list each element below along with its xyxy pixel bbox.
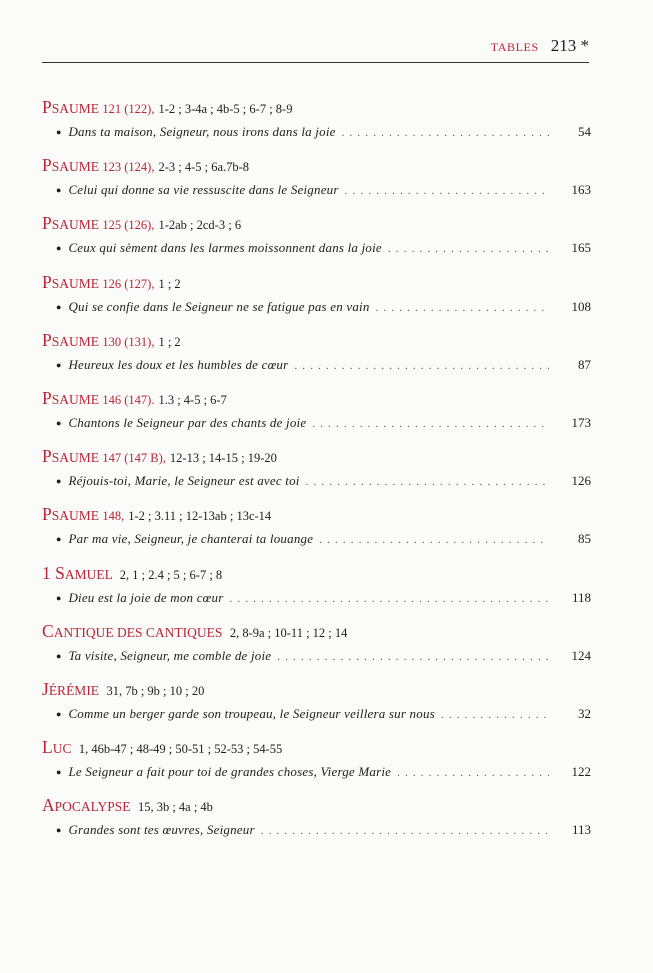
entry-page: 54 (578, 124, 591, 139)
book-rest: SAUME (51, 391, 99, 407)
book-name (42, 620, 223, 641)
entry-heading (42, 679, 589, 701)
book-rest: ÉRÉMIE (48, 682, 100, 698)
verse-ref: 1, 46b-47 ; 48-49 ; 50-51 ; 52-53 ; 54-55 (78, 742, 283, 757)
book-rest: SAUME (51, 275, 99, 291)
verse-ref: 2-3 ; 4-5 ; 6a.7b-8 (158, 160, 250, 175)
book-name (42, 562, 113, 583)
entry-heading (42, 795, 589, 817)
book-name (42, 155, 99, 176)
dot-leader (261, 825, 549, 837)
index-entry (42, 213, 589, 271)
entry-heading (42, 446, 589, 468)
chapter-ref: 121 (122), (102, 102, 155, 116)
dot-leader (345, 185, 549, 197)
verse-ref: 1 ; 2 (158, 334, 181, 349)
verse-ref: 2, 1 ; 2.4 ; 5 ; 6-7 ; 8 (119, 567, 223, 582)
verse-ref: 1 ; 2 (158, 276, 181, 291)
book-name (42, 737, 72, 758)
entry-page: 124 (571, 647, 591, 663)
book-name (42, 446, 99, 467)
entry-title: Dans ta maison, Seigneur, nous irons dans la joie (68, 124, 336, 139)
entry-title: Réjouis-toi, Marie, le Seigneur est avec toi (68, 473, 300, 489)
index-entry (42, 679, 589, 737)
bullet-icon: ● (56, 534, 62, 545)
book-initial: P (42, 271, 52, 292)
entry-page: 85 (578, 531, 591, 547)
entry-line (42, 473, 589, 489)
verse-ref: 1-2 ; 3.11 ; 12-13ab ; 13c-14 (128, 509, 272, 524)
book-rest: POCALYPSE (54, 799, 131, 815)
dot-leader (342, 127, 549, 139)
entry-title: Chantons le Seigneur par des chants de joie (68, 414, 307, 430)
entry-line (42, 415, 589, 431)
index-entry (42, 330, 589, 388)
entry-line (42, 648, 589, 664)
verse-ref: 15, 3b ; 4a ; 4b (137, 800, 213, 815)
index-entry (42, 563, 589, 621)
chapter-ref: 130 (131), (102, 334, 155, 349)
entry-heading (42, 504, 589, 526)
entry-page: 113 (571, 822, 591, 838)
book-name (42, 678, 100, 699)
chapter-ref: 146 (147). (102, 392, 155, 407)
dot-leader (230, 593, 549, 605)
book-initial: P (42, 446, 52, 467)
entry-line (42, 822, 589, 838)
bullet-icon: ● (56, 185, 62, 196)
entry-line (42, 764, 589, 780)
bullet-icon: ● (56, 359, 62, 370)
entry-title: Grandes sont tes œuvres, Seigneur (68, 822, 255, 838)
book-name (42, 387, 99, 408)
entry-heading (42, 621, 589, 643)
chapter-ref: 148, (102, 509, 125, 524)
book-initial: P (42, 387, 52, 408)
entry-heading (42, 213, 589, 235)
entry-title: Dieu est la joie de mon cœur (68, 589, 224, 605)
entry-line (42, 706, 589, 722)
entry-page: 173 (571, 414, 591, 430)
entry-line (42, 590, 589, 606)
book-name (42, 271, 99, 292)
bullet-icon: ● (56, 243, 62, 254)
bullet-icon: ● (56, 592, 62, 603)
dot-leader (312, 418, 549, 430)
chapter-ref: 126 (127), (102, 276, 155, 291)
entry-line (42, 124, 589, 140)
bullet-icon: ● (56, 127, 62, 137)
page-header (42, 36, 589, 60)
entry-title: Le Seigneur a fait pour toi de grandes choses, Vierge Marie (68, 764, 392, 780)
entry-title: Comme un berger garde son troupeau, le Seigneur veillera sur nous (68, 705, 435, 721)
entry-page: 87 (578, 356, 591, 372)
dot-leader (376, 302, 549, 314)
dot-leader (277, 651, 549, 663)
index-entry (42, 621, 589, 679)
book-rest: SAUME (51, 159, 99, 175)
entry-heading (42, 563, 589, 585)
verse-ref: 2, 8-9a ; 10-11 ; 12 ; 14 (229, 625, 348, 640)
bullet-icon: ● (56, 650, 62, 661)
book-initial: P (42, 213, 52, 234)
book-rest: SAUME (51, 217, 99, 233)
entry-heading (42, 272, 589, 294)
book-initial: P (42, 504, 52, 525)
book-initial: P (42, 97, 52, 117)
running-title: TABLES (490, 40, 539, 54)
dot-leader (397, 767, 549, 779)
bullet-icon: ● (56, 825, 62, 836)
book-initial: L (42, 737, 53, 758)
book-initial: J (42, 678, 49, 699)
entry-line (42, 357, 589, 373)
bullet-icon: ● (56, 767, 62, 778)
index-entry (42, 97, 589, 155)
entry-line (42, 299, 589, 315)
bullet-icon: ● (56, 708, 62, 719)
index-entry (42, 795, 589, 853)
entry-page: 126 (571, 473, 591, 489)
verse-ref: 31, 7b ; 9b ; 10 ; 20 (106, 683, 205, 698)
bullet-icon: ● (56, 417, 62, 428)
bullet-icon: ● (56, 301, 62, 312)
index-entry (42, 504, 589, 562)
dot-leader (388, 243, 549, 255)
entry-title: Ceux qui sèment dans les larmes moissonnent dans la joie (68, 240, 382, 256)
book-name (42, 329, 99, 350)
book-initial: C (42, 620, 54, 641)
chapter-ref: 147 (147 B), (102, 451, 166, 466)
entry-title: Celui qui donne sa vie ressuscite dans le Seigneur (68, 182, 339, 198)
dot-leader (441, 709, 549, 721)
entry-title: Ta visite, Seigneur, me comble de joie (68, 647, 272, 663)
book-name (42, 213, 99, 234)
header-rule (42, 62, 589, 63)
verse-ref: 1-2ab ; 2cd-3 ; 6 (158, 218, 242, 233)
entry-title: Qui se confie dans le Seigneur ne se fatigue pas en vain (68, 298, 370, 314)
dot-leader (306, 476, 549, 488)
book-rest: AMUEL (64, 566, 113, 582)
dot-leader (294, 360, 549, 372)
entry-line (42, 240, 589, 256)
entry-heading (42, 330, 589, 352)
verse-ref: 1.3 ; 4-5 ; 6-7 (158, 392, 227, 407)
entry-heading (42, 97, 589, 119)
entry-title: Heureux les doux et les humbles de cœur (68, 356, 289, 372)
verse-ref: 1-2 ; 3-4a ; 4b-5 ; 6-7 ; 8-9 (158, 102, 293, 116)
book-initial: P (42, 329, 52, 350)
entry-page: 32 (578, 705, 591, 721)
verse-ref: 12-13 ; 14-15 ; 19-20 (169, 451, 277, 466)
dot-leader (319, 534, 549, 546)
entry-line (42, 531, 589, 547)
chapter-ref: 123 (124), (102, 160, 155, 175)
book-rest: UC (52, 741, 72, 757)
index-entry (42, 388, 589, 446)
entry-line (42, 182, 589, 198)
index-entry (42, 272, 589, 330)
index-list (42, 97, 589, 853)
book-rest: SAUME (51, 508, 99, 524)
entry-heading (42, 737, 589, 759)
entry-page: 122 (571, 764, 591, 780)
page-number: 213 * (550, 36, 589, 55)
entry-page: 165 (571, 240, 591, 256)
book-rest: SAUME (51, 101, 99, 116)
entry-heading (42, 388, 589, 410)
book-name (42, 504, 99, 525)
book-initial: P (42, 155, 52, 176)
book-initial: A (42, 795, 55, 816)
index-entry (42, 446, 589, 504)
book-rest: SAUME (51, 333, 99, 349)
book-initial: 1 S (42, 562, 65, 583)
chapter-ref: 125 (126), (102, 218, 155, 233)
bullet-icon: ● (56, 476, 62, 487)
entry-heading (42, 155, 589, 177)
book-name (42, 795, 131, 816)
entry-page: 108 (571, 298, 591, 314)
book-rest: SAUME (51, 450, 99, 466)
entry-title: Par ma vie, Seigneur, je chanterai ta louange (68, 531, 314, 547)
entry-page: 163 (571, 182, 591, 198)
book-name (42, 97, 99, 117)
index-entry (42, 155, 589, 213)
index-entry (42, 737, 589, 795)
entry-page: 118 (571, 589, 591, 605)
book-rest: ANTIQUE DES CANTIQUES (53, 624, 223, 640)
